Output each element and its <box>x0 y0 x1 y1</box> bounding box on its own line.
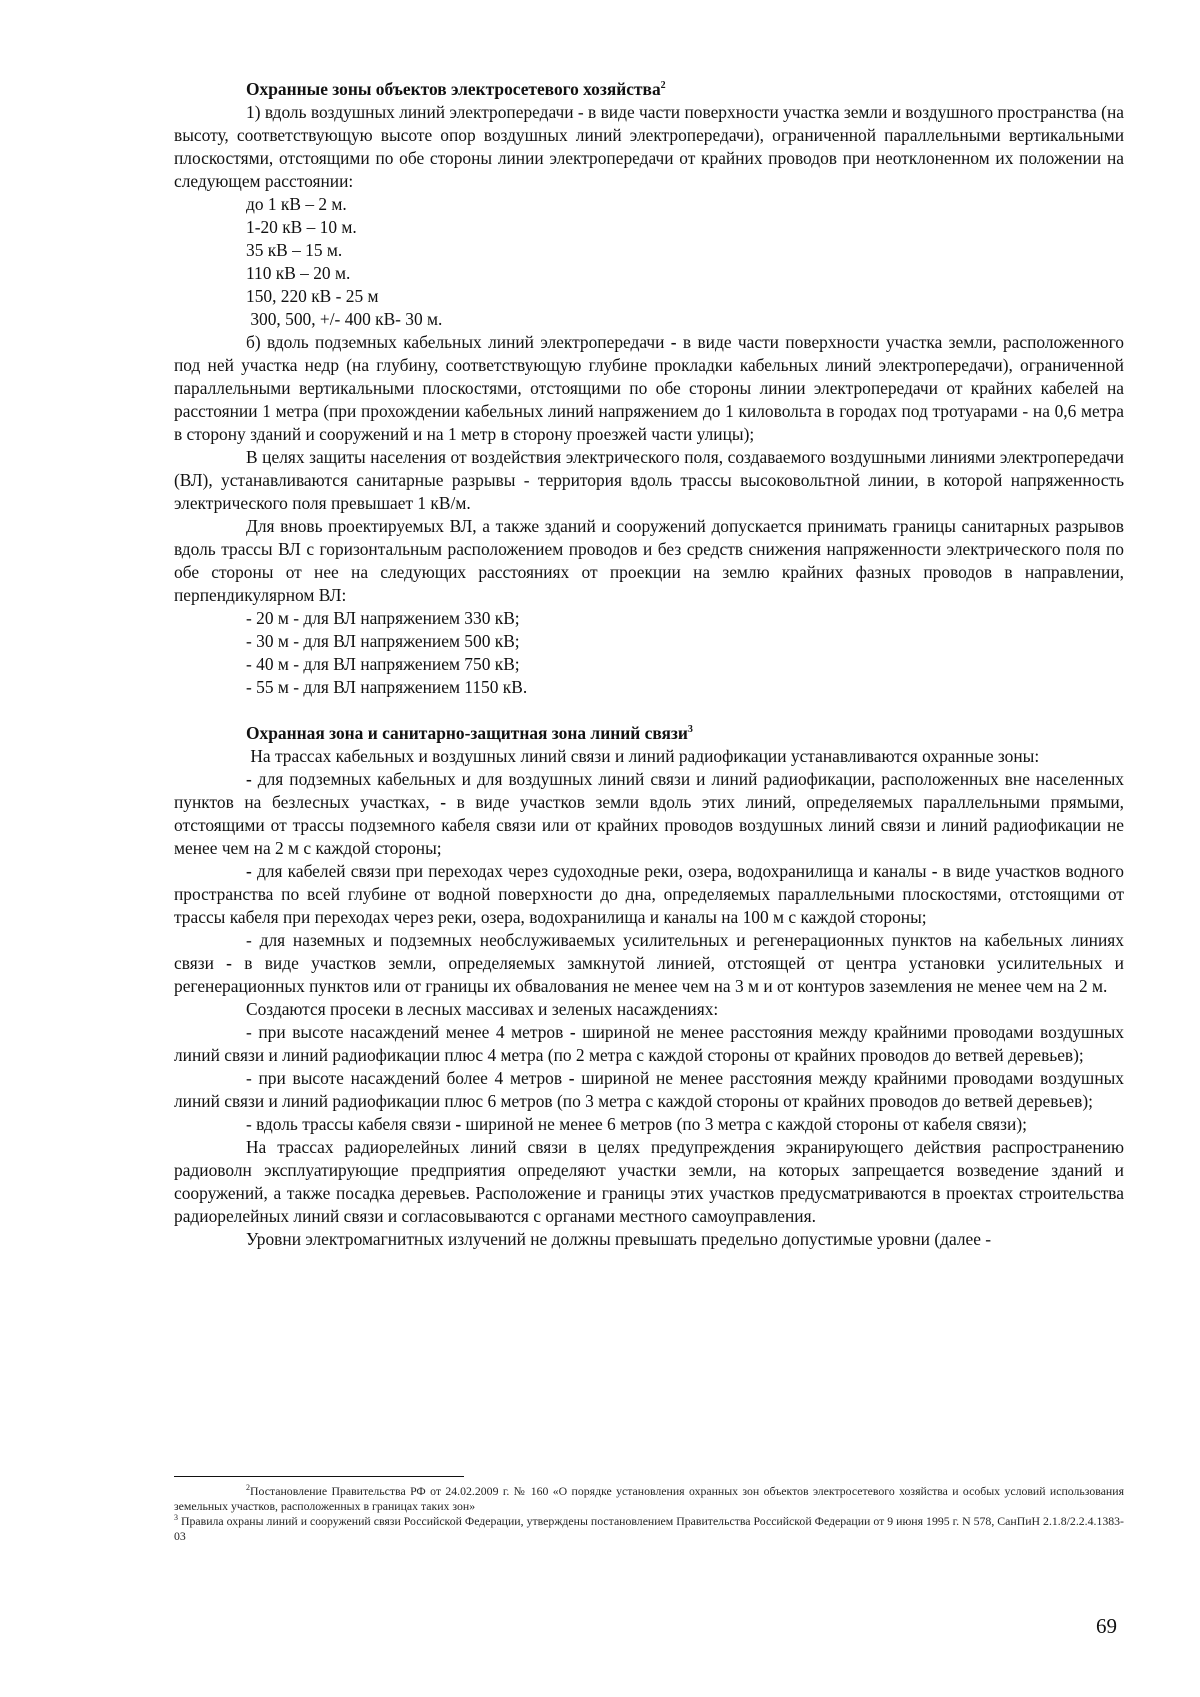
page-number: 69 <box>1096 1614 1117 1638</box>
list-item: - 30 м - для ВЛ напряжением 500 кВ; <box>246 631 520 651</box>
paragraph: 1) вдоль воздушных линий электропередачи - в виде части поверхности участка земли и воздушного пространства (на высоту, соответствующую высоте опор воздушных линий электропередачи), ограниченной параллельными вертикальными плоскостями, отстоящими по обе стороны линии электропередачи от крайних проводов при неотклоненном их положении на следующем расстоянии: <box>174 102 1124 191</box>
paragraph: - для подземных кабельных и для воздушных линий связи и линий радиофикации, расположенных вне населенных пунктов на безлесных участках, - в виде участков земли вдоль этих линий, определяемых параллельными прямыми, отстоящими от трассы подземного кабеля связи или от крайних проводов воздушных линий связи и линий радиофикации не менее чем на 2 м с каждой стороны; <box>174 769 1124 858</box>
paragraph: На трассах кабельных и воздушных линий связи и линий радиофикации устанавливаются охранные зоны: <box>246 746 1040 766</box>
footnote: $^2$Постановление Правительства РФ от 24.02.2009 г. № 160 «О порядке установления охранных зон объектов электросетевого хозяйства и особых условий использования земельных участков, расположенных в границах таких зон» <box>174 1483 1124 1513</box>
paragraph: Создаются просеки в лесных массивах и зеленых насаждениях: <box>246 999 719 1019</box>
section-heading-power-zones: Охранные зоны объектов электросетевого хозяйства$^2$ <box>246 79 666 99</box>
paragraph: На трассах радиорелейных линий связи в целях предупреждения экранирующего действия распространению радиоволн эксплуатирующие предприятия определяют участки земли, на которых запрещается возведение зданий и сооружений, а также посадка деревьев. Расположение и границы этих участков предусматриваются в проектах строительства радиорелейных линий связи и согласовываются с органами местного самоуправления. <box>174 1137 1124 1226</box>
distance-list <box>174 193 1124 331</box>
list-item: 150, 220 кВ - 25 м <box>246 286 379 306</box>
footnote: $^3$ Правила охраны линий и сооружений связи Российской Федерации, утверждены постановлением Правительства Российской Федерации от 9 июня 1995 г. N 578, СанПиН 2.1.8/2.2.4.1383-03 <box>174 1513 1124 1543</box>
list-item: - 55 м - для ВЛ напряжением 1150 кВ. <box>246 677 528 697</box>
list-item: 300, 500, +/- 400 кВ- 30 м. <box>246 309 443 329</box>
paragraph: В целях защиты населения от воздействия электрического поля, создаваемого воздушными линиями электропередачи (ВЛ), устанавливаются санитарные разрывы - территория вдоль трассы высоковольтной линии, в которой напряженность электрического поля превышает 1 кВ/м. <box>174 447 1124 513</box>
paragraph: Уровни электромагнитных излучений не должны превышать предельно допустимые уровни (далее - <box>246 1229 992 1249</box>
section-heading-communication-zones: Охранная зона и санитарно-защитная зона линий связи$^3$ <box>246 723 693 743</box>
footnote-separator <box>174 1476 464 1477</box>
list-item: - 20 м - для ВЛ напряжением 330 кВ; <box>246 608 520 628</box>
paragraph: - вдоль трассы кабеля связи - шириной не менее 6 метров (по 3 метра с каждой стороны от кабеля связи); <box>246 1114 1027 1134</box>
list-item: - 40 м - для ВЛ напряжением 750 кВ; <box>246 654 520 674</box>
paragraph: - для кабелей связи при переходах через судоходные реки, озера, водохранилища и каналы - в виде участков водного пространства по всей глубине от водной поверхности до дна, определяемых параллельными плоскостями, отстоящими от трассы кабеля при переходах через реки, озера, водохранилища и каналы на 100 м с каждой стороны; <box>174 861 1125 927</box>
footnote-ref: 3 <box>687 724 693 736</box>
list-item: 35 кВ – 15 м. <box>246 240 343 260</box>
list-item: 110 кВ – 20 м. <box>246 263 351 283</box>
footnote-ref: 2 <box>660 80 666 92</box>
paragraph: - при высоте насаждений менее 4 метров - шириной не менее расстояния между крайними проводами воздушных линий связи и линий радиофикации плюс 4 метра (по 2 метра с каждой стороны от крайних проводов до ветвей деревьев); <box>174 1022 1124 1065</box>
footnotes <box>174 1484 1124 1544</box>
paragraph: - для наземных и подземных необслуживаемых усилительных и регенерационных пунктов на кабельных линиях связи - в виде участков земли, определяемых замкнутой линией, отстоящей от центра установки усилительных и регенерационных пунктов или от границы их обвалования не менее чем на 3 м и от контуров заземления не менее чем на 2 м. <box>174 930 1124 996</box>
paragraph: - при высоте насаждений более 4 метров - шириной не менее расстояния между крайними проводами воздушных линий связи и линий радиофикации плюс 6 метров (по 3 метра с каждой стороны от крайних проводов до ветвей деревьев); <box>174 1068 1125 1111</box>
paragraph: б) вдоль подземных кабельных линий электропередачи - в виде части поверхности участка земли, расположенного под ней участка недр (на глубину, соответствующую глубине прокладки кабельных линий электропередачи), ограниченной параллельными вертикальными плоскостями, отстоящими по обе стороны линии электропередачи от крайних кабелей на расстоянии 1 метра (при прохождении кабельных линий напряжением до 1 киловольта в городах под тротуарами - на 0,6 метра в сторону зданий и сооружений и на 1 метр в сторону проезжей части улицы); <box>174 332 1124 444</box>
paragraph: Для вновь проектируемых ВЛ, а также зданий и сооружений допускается принимать границы санитарных разрывов вдоль трассы ВЛ с горизонтальным расположением проводов и без средств снижения напряженности электрического поля по обе стороны от нее на следующих расстояниях от проекции на землю крайних фазных проводов в направлении, перпендикулярном ВЛ: <box>174 516 1124 605</box>
list-item: 1-20 кВ – 10 м. <box>246 217 357 237</box>
page-body <box>174 78 1124 1251</box>
gap-list <box>174 607 1124 699</box>
list-item: до 1 кВ – 2 м. <box>246 194 347 214</box>
